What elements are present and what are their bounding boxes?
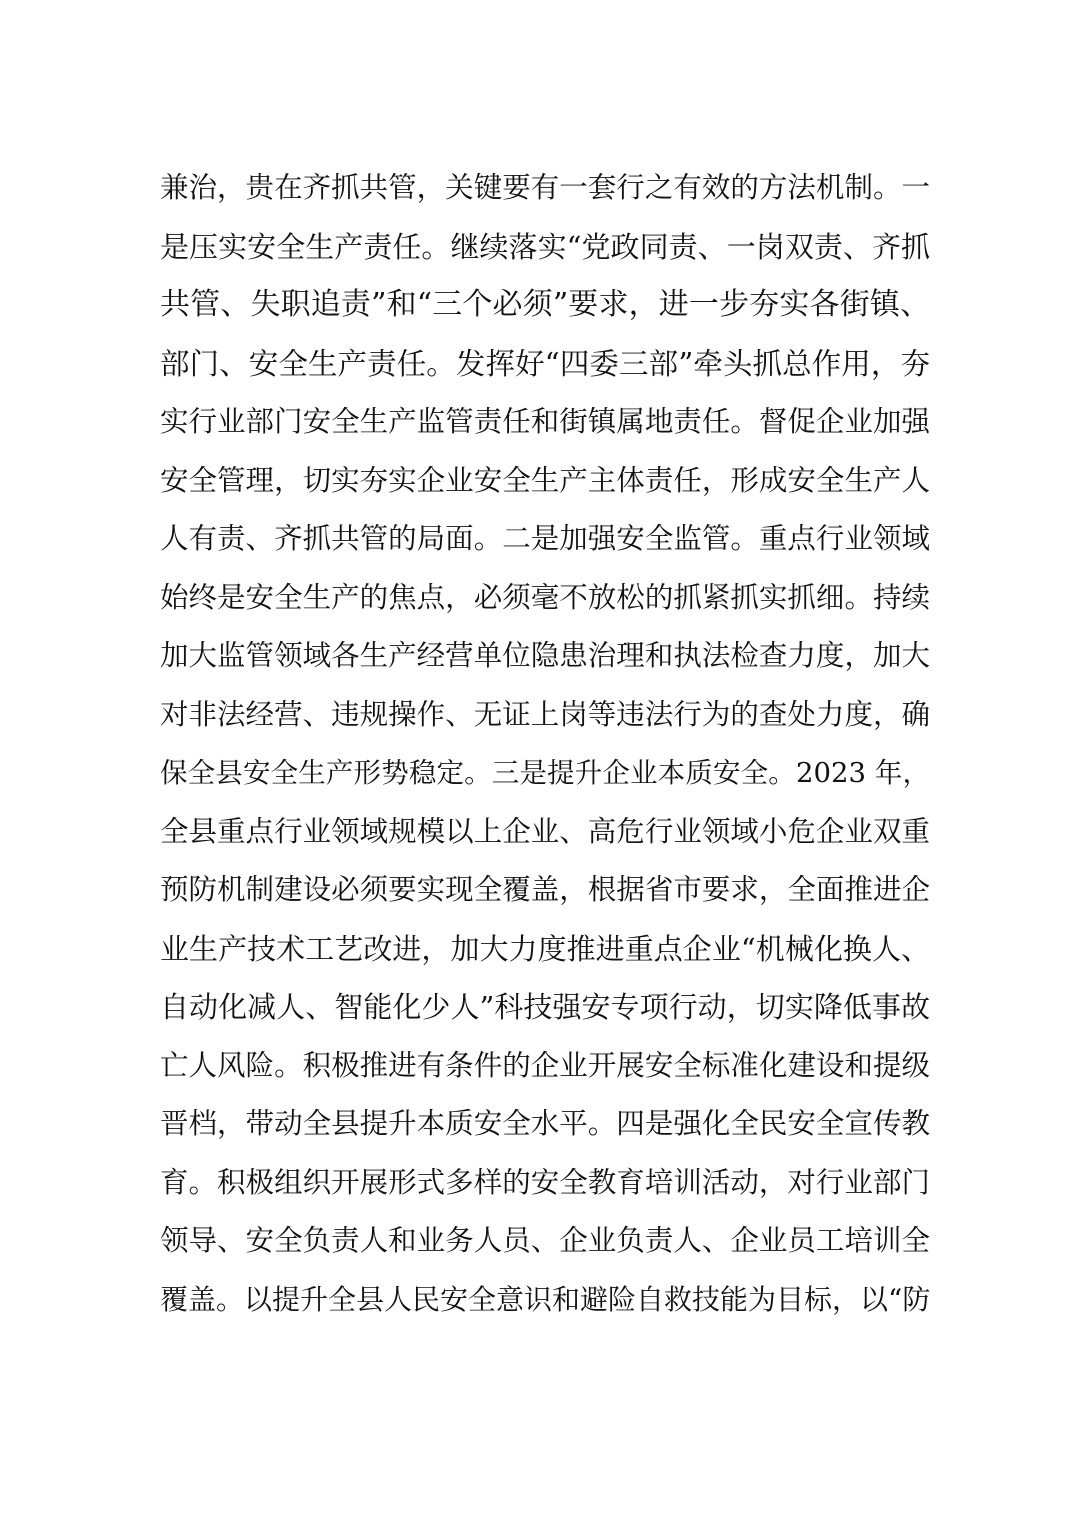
- text-line: 覆盖。以提升全县人民安全意识和避险自救技能为目标，以“防: [160, 1282, 930, 1316]
- text-line: 晋档，带动全县提升本质安全水平。四是强化全民安全宣传教: [160, 1107, 930, 1140]
- text-line: 对非法经营、违规操作、无证上岗等违法行为的查处力度，确: [160, 697, 930, 731]
- text-line: 加大监管领域各生产经营单位隐患治理和执法检查力度，加大: [160, 639, 930, 672]
- text-line: 共管、失职追责”和“三个必须”要求，进一步夯实各街镇、: [160, 287, 930, 322]
- text-line: 育。积极组织开展形式多样的安全教育培训活动，对行业部门: [160, 1165, 930, 1199]
- text-line: 安全管理，切实夯实企业安全生产主体责任，形成安全生产人: [160, 463, 930, 497]
- text-line: 业生产技术工艺改进，加大力度推进重点企业“机械化换人、: [160, 931, 930, 966]
- text-line: 实行业部门安全生产监管责任和街镇属地责任。督促企业加强: [160, 405, 930, 438]
- text-line: 部门、安全生产责任。发挥好“四委三部”牵头抓总作用，夯: [160, 346, 930, 381]
- text-line: 人有责、齐抓共管的局面。二是加强安全监管。重点行业领域: [160, 522, 930, 555]
- text-line: 兼治，贵在齐抓共管，关键要有一套行之有效的方法机制。一: [160, 171, 930, 204]
- text-line: 亡人风险。积极推进有条件的企业开展安全标准化建设和提级: [160, 1048, 930, 1082]
- body-paragraph: [160, 159, 930, 1329]
- text-line: 始终是安全生产的焦点，必须毫不放松的抓紧抓实抓细。持续: [160, 580, 930, 614]
- text-line: 保全县安全生产形势稳定。三是提升企业本质安全。2023 年，: [160, 757, 930, 789]
- text-line: 领导、安全负责人和业务人员、企业负责人、企业员工培训全: [160, 1224, 930, 1257]
- text-line: 自动化减人、智能化少人”科技强安专项行动，切实降低事故: [160, 990, 930, 1024]
- text-line: 预防机制建设必须要实现全覆盖，根据省市要求，全面推进企: [160, 873, 930, 906]
- text-line: 全县重点行业领域规模以上企业、高危行业领域小危企业双重: [160, 814, 930, 848]
- text-line: 是压实安全生产责任。继续落实“党政同责、一岗双责、齐抓: [160, 229, 930, 264]
